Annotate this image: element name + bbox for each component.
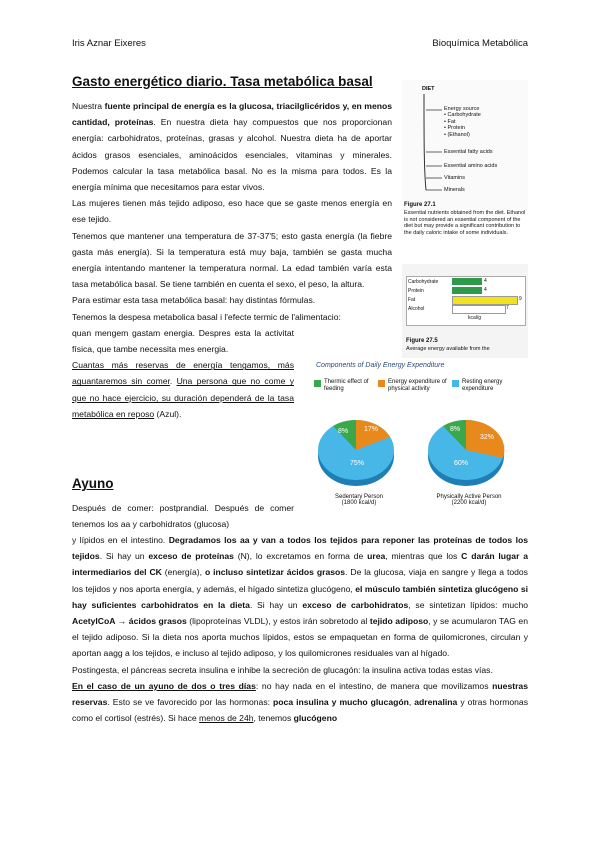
- bar-label: Alcohol: [408, 306, 425, 312]
- paragraph-6: quan mengem gastam energia. Despres esta la activitat física, que tambe necessita mes energia.: [72, 327, 294, 355]
- ayuno-body: [72, 532, 528, 726]
- diet-item: • Carbohydrate: [444, 112, 481, 119]
- legend-swatch-activity: [378, 380, 385, 387]
- diet-items: [444, 106, 481, 138]
- bar-value: 4: [484, 287, 487, 293]
- diet-item: Essential amino acids: [444, 163, 498, 169]
- figure-energy-bars: [402, 264, 528, 358]
- section-title: Gasto energético diario. Tasa metabólica basal: [72, 74, 373, 89]
- diet-label: DIET: [422, 86, 435, 92]
- ayuno-paragraph-2: y lípidos en el intestino. Degradamos los aa y van a todos los tejidos para reponer las proteínas de todos los tejidos. Si hay un exceso de proteínas (N), lo excretamos en forma de urea, mientras que los C darán lugar a intermediarios del CK (energía), o incluso sintetizar ácidos grasos. De la glucosa, viaja en sangre y llega a todos los tejidos y nos aporta energía, y además, el hígado sintetiza glucógeno, el músculo también sintetiza glucógeno si hay suficientes carbohidratos en la dieta. Si hay un exceso de carbohidratos, se sintetizan lípidos: mucho AcetylCoA → ácidos grasos (lipoproteínas VLDL), y estos irán sobretodo al tejido adiposo, y se acumularon TAG en el tejido adiposo. Si la dieta nos aporta muchos lípidos, estos se empaquetan en forma de quilomicrones, circulan y aportan aagg a los tejidos, e incluso al tejido adiposo, y los quilomicrones residuales van al hígado.: [72, 535, 529, 659]
- figure-energy-expenditure: [306, 360, 528, 520]
- pie-sedentary: [318, 420, 394, 486]
- bar-carbohydrate: [452, 278, 482, 285]
- bar-unit: kcal/g: [468, 315, 482, 321]
- paragraph-2: Las mujeres tienen más tejido adiposo, eso hace que se gaste menos energía en ese tejido.: [72, 198, 392, 225]
- legend-thermic: Thermic effect of feeding: [324, 379, 369, 392]
- header-author: Iris Aznar Eixeres: [72, 38, 146, 49]
- pct-resting-sedentary: 75%: [350, 460, 365, 467]
- ayuno-title: Ayuno: [72, 476, 114, 491]
- fig2-caption: Average energy available from the: [406, 346, 490, 352]
- fig3-title: Components of Daily Energy Expenditure: [316, 362, 445, 369]
- header-subject: Bioquímica Metabólica: [432, 38, 528, 49]
- paragraph-5: Tenemos la despesa metabolica basal i l'efecte termic de l'alimentacio:: [72, 311, 341, 322]
- label-active: Physically Active Person (2200 kcal/d): [436, 494, 502, 506]
- bar-alcohol: [452, 305, 506, 314]
- bar-label: Protein: [408, 288, 424, 294]
- diet-item: Essential fatty acids: [444, 149, 493, 155]
- fig1-caption-title: Figure 27.1: [404, 202, 436, 208]
- legend-activity: Energy expenditure of physical activity: [388, 379, 447, 392]
- legend-swatch-thermic: [314, 380, 321, 387]
- paragraph-3: Tenemos que mantener una temperatura de 37-37'5; esto gasta energía (la fiebre gasta más energía). Si la temperatura está muy baja, también se gasta mucha energía intentando mantener la temperatura normal. La edad también varía esta tasa metabólica basal. Se tiene también en cuenta el sexo, el peso, la altura.: [72, 230, 392, 290]
- pct-resting-active: 60%: [454, 460, 469, 467]
- bar-protein: [452, 287, 482, 294]
- bar-label: Fat: [408, 297, 416, 303]
- diet-item: Minerals: [444, 187, 465, 193]
- diet-item: • Fat: [444, 118, 456, 125]
- bar-value: 4: [484, 278, 487, 284]
- diet-diagram: [402, 80, 528, 210]
- bar-label: Carbohydrate: [408, 279, 439, 285]
- bar-value: 7: [506, 305, 509, 311]
- diet-item: • (Ethanol): [444, 131, 470, 138]
- diet-item: Vitamins: [444, 175, 465, 181]
- paragraph-1: Nuestra fuente principal de energía es la glucosa, triacilglicéridos y, en menos cantidad, proteínas. En nuestra dieta hay compuestos que nos proporcionan energía: carbohidratos, proteínas, grasas y alcohol. Nuestra dieta ha de aportar ácidos grasos esenciales, aminoácidos esenciales, vitaminas y minerales. Podemos calcular la tasa metabólica basal. No es la misma para todos. Es la energía mínima que necesitamos para estar vivos.: [72, 101, 392, 193]
- diet-item: Energy source: [444, 106, 480, 112]
- pie-active: [428, 420, 504, 486]
- pct-activity-sedentary: 17%: [364, 426, 379, 433]
- bar-labels: [408, 278, 438, 314]
- label-sedentary: Sedentary Person (1800 kcal/d): [334, 494, 384, 506]
- pct-thermic-active: 8%: [450, 426, 461, 433]
- ayuno-intro: [72, 500, 294, 532]
- bar-fat: [452, 296, 518, 305]
- pct-activity-active: 32%: [480, 434, 495, 441]
- figure-diet: [402, 80, 528, 262]
- fig2-caption-title: Figure 27.5: [406, 338, 438, 344]
- bar-value: 9: [519, 296, 522, 302]
- pie-charts: [306, 408, 528, 508]
- ayuno-paragraph-1: Después de comer: postprandial. Después de comer tenemos los aa y carbohidratos (glucosa): [72, 503, 294, 530]
- diet-item: • Protein: [444, 125, 465, 132]
- fig1-caption: Essential nutrients obtained from the diet. Ethanol is not considered an essential component of the diet but may provide a significant contribution to the daily caloric intake of some individuals.: [404, 210, 526, 236]
- ayuno-paragraph-3: Postingesta, el páncreas secreta insulina e inhibe la secreción de glucagón: la insulina activa todas estas vías.: [72, 664, 493, 675]
- pct-thermic-sedentary: 8%: [338, 428, 349, 435]
- paragraph-7: Cuantas más reservas de energía tengamos, más aguantaremos sin comer. Una persona que no come y que no hace ejercicio, su duración dependerá de la tasa metabólica en reposo (Azul).: [72, 360, 294, 419]
- paragraph-4: Para estimar esta tasa metabólica basal: hay distintas fórmulas.: [72, 295, 316, 306]
- legend-swatch-resting: [452, 380, 459, 387]
- ayuno-paragraph-4: En el caso de un ayuno de dos o tres días: no hay nada en el intestino, de manera que movilizamos nuestras reservas. Esto se ve favorecido por las hormonas: poca insulina y mucho glucagón, adrenalina y otras hormonas como el cortisol (estrés). Si hace menos de 24h, tenemos glucógeno: [72, 680, 528, 724]
- legend-resting: Resting energy expenditure: [462, 379, 503, 392]
